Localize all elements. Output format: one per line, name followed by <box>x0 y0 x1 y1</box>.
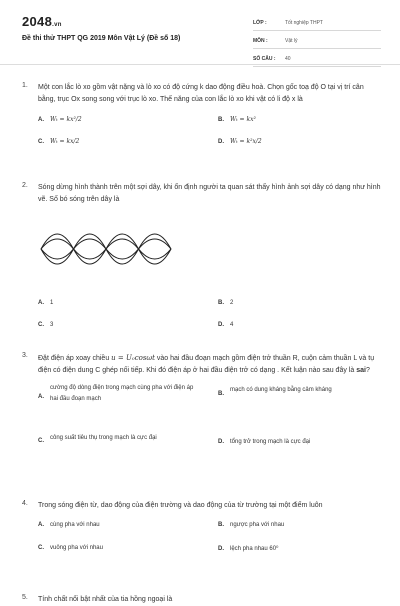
question-text: Một con lắc lò xo gồm vật nặng và lò xo có độ cứng k dao động điều hoà. Chọn gốc toạ độ O tại vị trí cân bằng, trục Ox song song với trục lò xo. Thế năng của con lắc lò xo khi vật có li độ x là <box>38 84 364 103</box>
count-label: SỐ CÂU : <box>253 56 276 62</box>
question-number: 3. <box>22 352 28 359</box>
question-5 <box>22 594 382 606</box>
standing-wave-figure <box>36 216 176 282</box>
voltage-formula: u = U₀cosωt <box>111 354 155 362</box>
option-list <box>38 114 382 154</box>
option-d[interactable]: D. Wₜ = k²x/2 <box>218 138 262 145</box>
class-value: Tốt nghiệp THPT <box>285 20 323 26</box>
site-logo[interactable]: 2048.vn <box>22 14 62 29</box>
question-number: 5. <box>22 594 28 601</box>
info-row-class <box>253 16 381 31</box>
option-b[interactable]: B.mạch có dung kháng bằng cảm kháng <box>218 387 332 397</box>
option-d[interactable]: D. tổng trở trong mạch là cực đại <box>218 439 311 445</box>
question-1 <box>22 82 382 154</box>
question-4 <box>22 500 382 560</box>
exam-title: Đề thi thử THPT QG 2019 Môn Vật Lý (Đề số 18) <box>22 35 181 42</box>
subject-value: Vật lý <box>285 38 298 44</box>
question-text: Sóng dừng hình thành trên một sợi dây, khi ổn định người ta quan sát thấy hình ảnh sợi dây có dạng như hình vẽ. Số bó sóng trên dây là <box>38 184 381 203</box>
question-number: 2. <box>22 182 28 189</box>
option-b[interactable]: B. 2 <box>218 300 234 306</box>
question-text: Tính chất nổi bật nhất của tia hồng ngoại là <box>38 596 173 603</box>
count-value: 40 <box>285 56 291 62</box>
option-d[interactable]: D. lệch pha nhau 60⁰ <box>218 546 279 552</box>
emphasis-word: sai <box>356 367 366 374</box>
question-number: 1. <box>22 82 28 89</box>
subject-label: MÔN : <box>253 38 268 44</box>
option-c[interactable]: C. vuông pha với nhau <box>38 545 103 551</box>
question-text: Trong sóng điện từ, dao động của điện trường và dao động của từ trường tại một điểm luôn <box>38 502 323 509</box>
question-2 <box>22 182 382 206</box>
option-b[interactable]: B. ngược pha với nhau <box>218 522 285 528</box>
exam-info <box>253 16 381 70</box>
option-list <box>38 298 382 338</box>
option-c[interactable]: C. Wₜ = kx/2 <box>38 138 80 145</box>
option-c[interactable]: C. 3 <box>38 322 54 328</box>
question-3 <box>22 352 382 463</box>
question-2-options <box>22 298 382 338</box>
option-a[interactable]: A. cùng pha với nhau <box>38 522 100 528</box>
class-label: LỚP : <box>253 20 267 26</box>
option-a[interactable]: A. 1 <box>38 300 54 306</box>
option-a[interactable]: A. Wₜ = kx²/2 <box>38 116 82 123</box>
option-list <box>38 520 382 560</box>
option-b[interactable]: B. Wₜ = kx² <box>218 116 256 123</box>
question-text: Đặt điện áp xoay chiều u = U₀cosωt vào hai đầu đoạn mạch gồm điện trở thuần R, cuộn cảm thuần L và tụ điện có điện dung C ghép nối tiếp. Khi đó điện áp ở hai đầu điện trở có dạng . Kết luận nào sau đây là sai? <box>38 354 375 374</box>
info-row-subject <box>253 34 381 49</box>
header-divider <box>0 64 400 65</box>
option-a[interactable]: A.cường độ dòng điện trong mạch cùng pha với điện áp hai đầu đoạn mạch <box>38 385 194 402</box>
question-number: 4. <box>22 500 28 507</box>
option-d[interactable]: D. 4 <box>218 322 234 328</box>
option-c[interactable]: C. công suất tiêu thụ trong mạch là cực đại <box>38 435 157 444</box>
option-list <box>38 383 382 463</box>
